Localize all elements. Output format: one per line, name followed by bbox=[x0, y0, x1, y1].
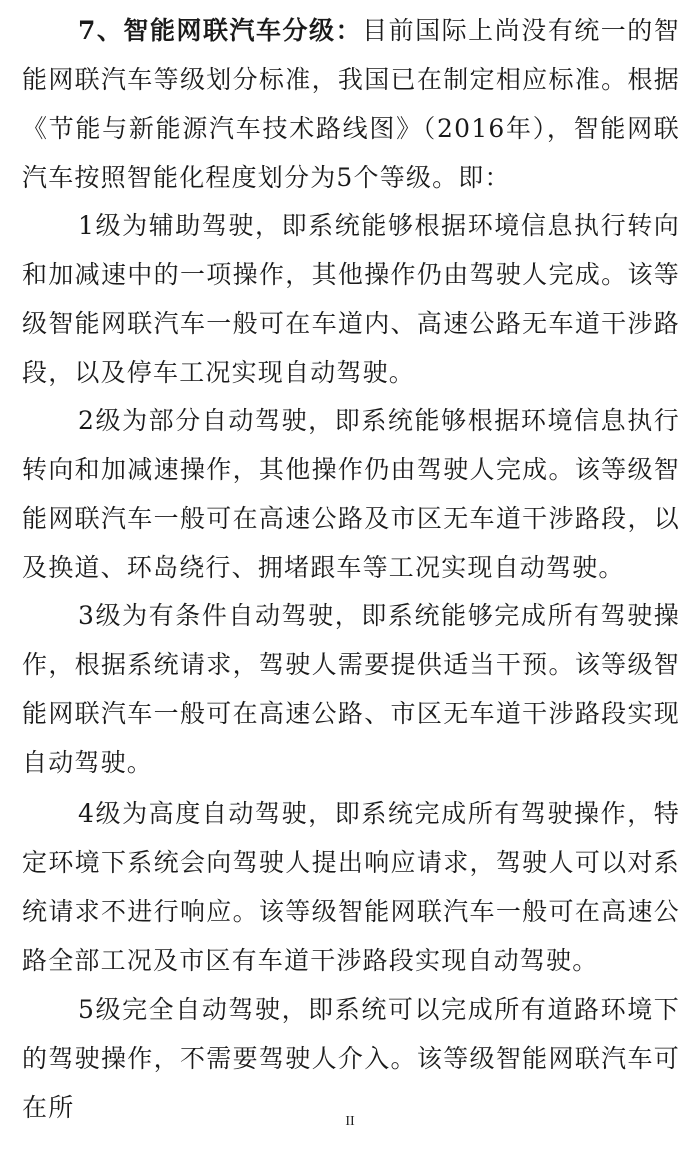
level-1-paragraph: 1级为辅助驾驶，即系统能够根据环境信息执行转向和加减速中的一项操作，其他操作仍由驾驶人完成。该等级智能网联汽车一般可在车道内、高速公路无车道干涉路段，以及停车工况实现自动驾驶。 bbox=[22, 211, 680, 387]
section-intro-paragraph bbox=[22, 6, 680, 202]
level-5-paragraph: 5级完全自动驾驶，即系统可以完成所有道路环境下的驾驶操作，不需要驾驶人介入。该等级智能网联汽车可在所 bbox=[22, 995, 680, 1122]
section-intro-text: 目前国际上尚没有统一的智能网联汽车等级划分标准，我国已在制定相应标准。根据《节能与新能源汽车技术路线图》（2016年），智能网联汽车按照智能化程度划分为5个等级。即： bbox=[22, 16, 680, 192]
level-3-paragraph: 3级为有条件自动驾驶，即系统能够完成所有驾驶操作，根据系统请求，驾驶人需要提供适当干预。该等级智能网联汽车一般可在高速公路、市区无车道干涉路段实现自动驾驶。 bbox=[22, 601, 680, 777]
level-4-paragraph: 4级为高度自动驾驶，即系统完成所有驾驶操作，特定环境下系统会向驾驶人提出响应请求，驾驶人可以对系统请求不进行响应。该等级智能网联汽车一般可在高速公路全部工况及市区有车道干涉路段实现自动驾驶。 bbox=[22, 799, 680, 975]
section-heading: 7、智能网联汽车分级： bbox=[78, 16, 363, 45]
level-2-paragraph: 2级为部分自动驾驶，即系统能够根据环境信息执行转向和加减速操作，其他操作仍由驾驶人完成。该等级智能网联汽车一般可在高速公路及市区无车道干涉路段，以及换道、环岛绕行、拥堵跟车等工况实现自动驾驶。 bbox=[22, 406, 680, 582]
page-number: II bbox=[345, 1114, 355, 1129]
